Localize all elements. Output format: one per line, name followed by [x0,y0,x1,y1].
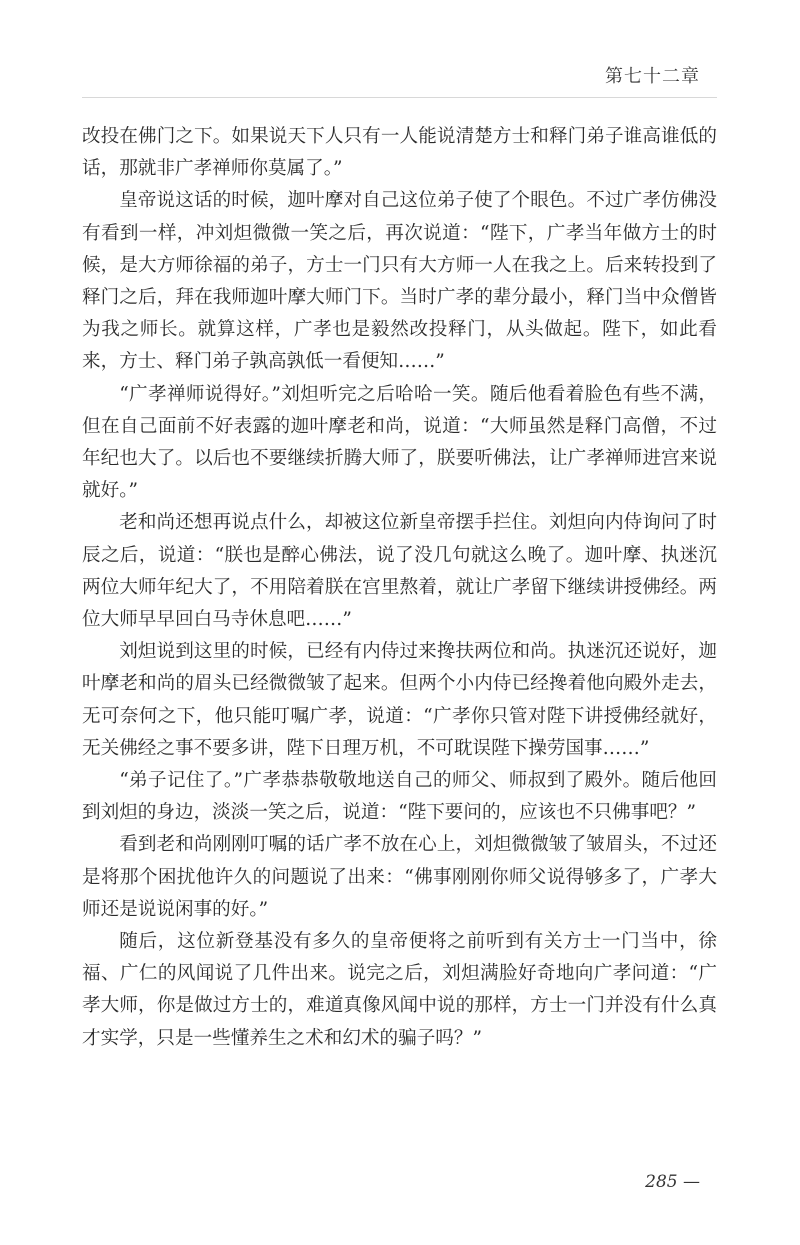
paragraph: 皇帝说这话的时候，迦叶摩对自己这位弟子使了个眼色。不过广孝仿佛没有看到一样，冲刘炟微微一笑之后，再次说道：“陛下，广孝当年做方士的时候，是大方师徐福的弟子，方士一门只有大方师一人在我之上。后来转投到了释门之后，拜在我师迦叶摩大师门下。当时广孝的辈分最小，释门当中众僧皆为我之师长。就算这样，广孝也是毅然改投释门，从头做起。陛下，如此看来，方士、释门弟子孰高孰低一看便知……” [82,190,717,373]
page-number: 285 — [645,1172,700,1192]
paragraph-continued: 改投在佛门之下。如果说天下人只有一人能说清楚方士和释门弟子谁高谁低的话，那就非广孝禅师你莫属了。” [82,126,717,180]
paragraph: 随后，这位新登基没有多久的皇帝便将之前听到有关方士一门当中，徐福、广仁的风闻说了几件出来。说完之后，刘炟满脸好奇地向广孝问道：“广孝大师，你是做过方士的，难道真像风闻中说的那样，方士一门并没有什么真才实学，只是一些懂养生之术和幻术的骗子吗？” [82,931,717,1049]
paragraph: “广孝禅师说得好。”刘炟听完之后哈哈一笑。随后他看着脸色有些不满，但在自己面前不好表露的迦叶摩老和尚，说道：“大师虽然是释门高僧，不过年纪也大了。以后也不要继续折腾大师了，朕要听佛法，让广孝禅师进宫来说就好。” [82,383,717,502]
body-text [82,121,717,1055]
paragraph: 刘炟说到这里的时候，已经有内侍过来搀扶两位和尚。执迷沉还说好，迦叶摩老和尚的眉头已经微微皱了起来。但两个小内侍已经搀着他向殿外走去，无可奈何之下，他只能叮嘱广孝，说道：“广孝你只管对陛下讲授佛经就好，无关佛经之事不要多讲，陛下日理万机，不可耽误陛下操劳国事……” [82,641,717,759]
paragraph: 看到老和尚刚刚叮嘱的话广孝不放在心上，刘炟微微皱了皱眉头，不过还是将那个困扰他许久的问题说了出来：“佛事刚刚你师父说得够多了，广孝大师还是说说闲事的好。” [82,834,717,920]
paragraph: 老和尚还想再说点什么，却被这位新皇帝摆手拦住。刘炟向内侍询问了时辰之后，说道：“朕也是醉心佛法，说了没几句就这么晚了。迦叶摩、执迷沉两位大师年纪大了，不用陪着朕在宫里熬着，就让广孝留下继续讲授佛经。两位大师早早回白马寺休息吧……” [82,512,717,631]
header-rule [82,97,717,98]
running-header-chapter: 第七十二章 [605,66,700,87]
paragraph: “弟子记住了。”广孝恭恭敬敬地送自己的师父、师叔到了殿外。随后他回到刘炟的身边，淡淡一笑之后，说道：“陛下要问的，应该也不只佛事吧？” [82,770,717,824]
